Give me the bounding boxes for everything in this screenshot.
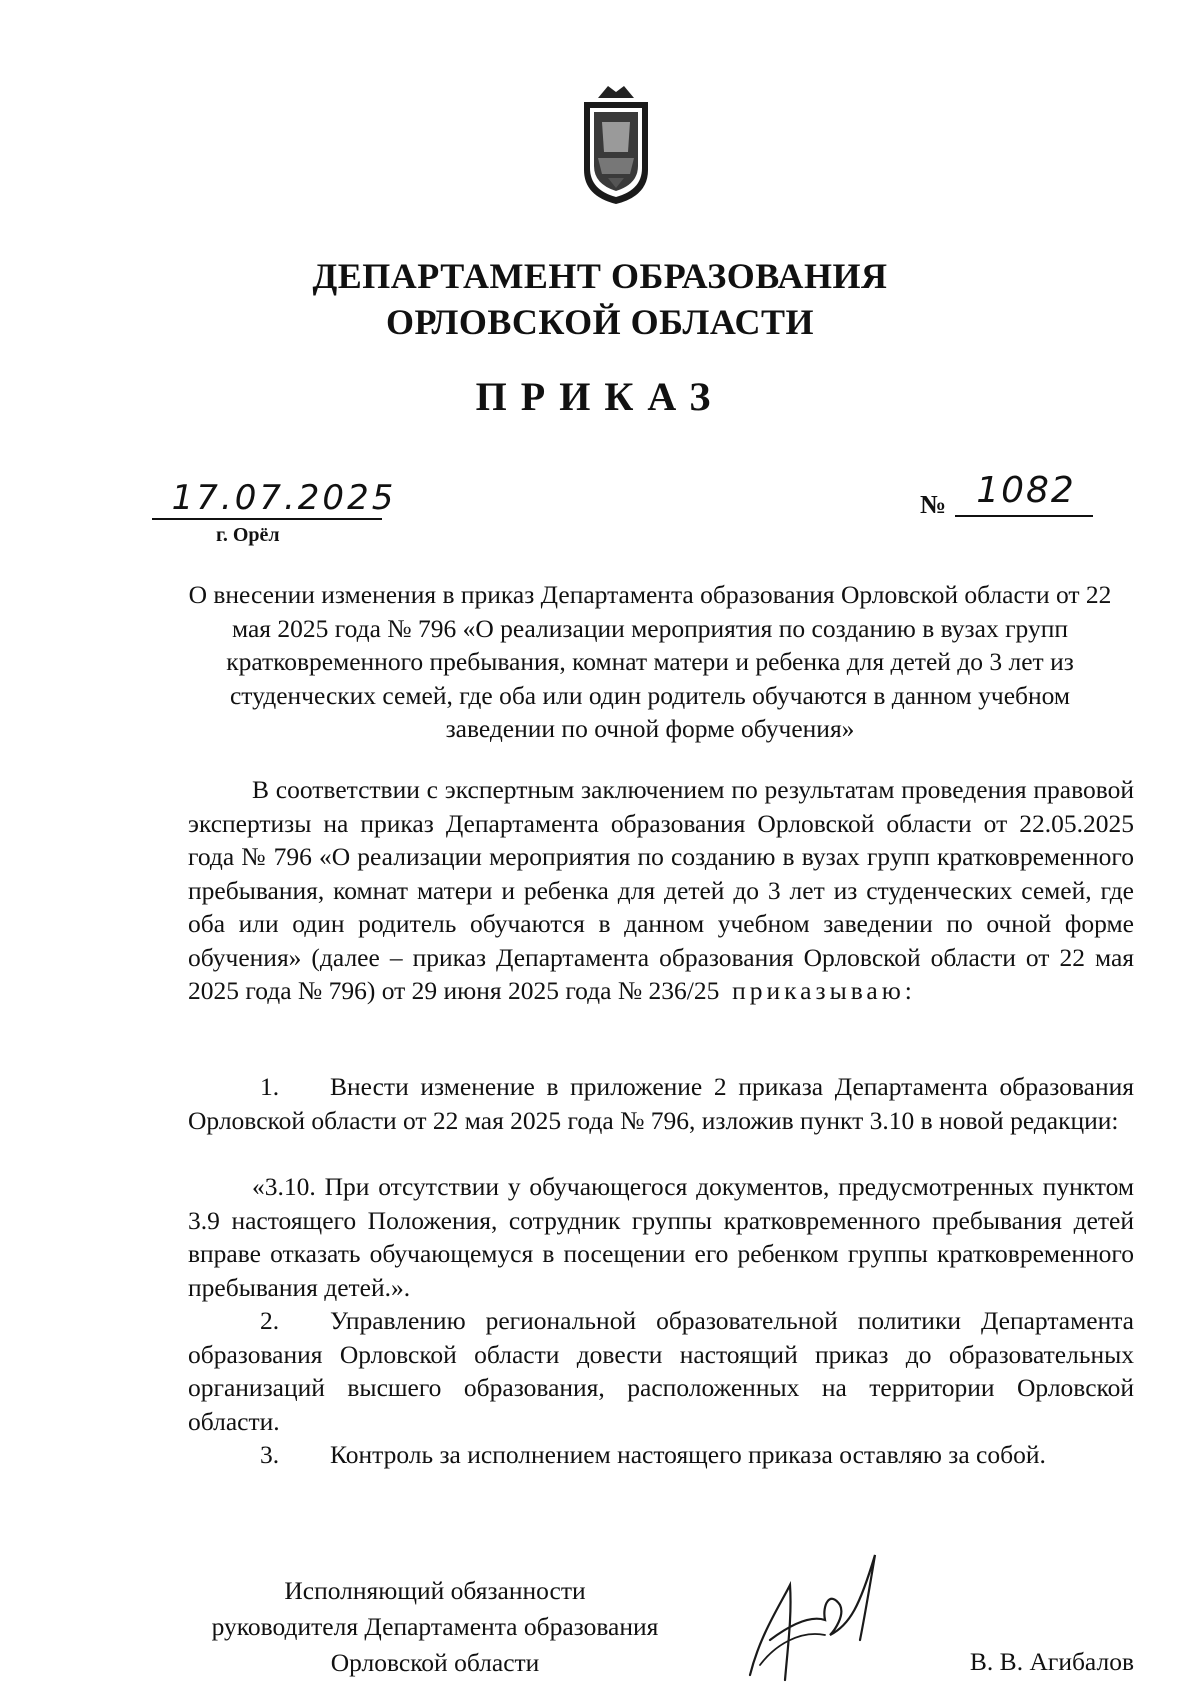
order-number: 1082 — [976, 470, 1076, 511]
order-date: 17.07.2025 — [171, 478, 397, 518]
handwritten-signature — [730, 1545, 900, 1695]
order-item-1 — [188, 1070, 1134, 1137]
order-subject: О внесении изменения в приказ Департамента образования Орловской области от 22 мая 2025 года № 796 «О реализации мероприятия по созданию в вузах групп кратковременного пребывания, комнат матери и ребенка для детей до 3 лет из студенческих семей, где оба или один родитель обучаются в данном учебном заведении по очной форме обучения» — [188, 580, 1112, 743]
city-label: г. Орёл — [216, 524, 280, 546]
position-line: Исполняющий обязанности — [284, 1576, 586, 1605]
order-item-3 — [188, 1438, 1134, 1472]
number-underline — [955, 515, 1093, 517]
number-sign: № — [920, 490, 947, 519]
coat-of-arms-emblem — [568, 78, 664, 208]
item-number: 2. — [260, 1306, 280, 1335]
signatory-name: В. В. Агибалов — [969, 1647, 1134, 1676]
item-text: Контроль за исполнением настоящего приказа оставляю за собой. — [330, 1440, 1046, 1469]
quoted-clause: «3.10. При отсутствии у обучающегося документов, предусмотренных пунктом 3.9 настоящего Положения, сотрудник группы кратковременного пребывания детей вправе отказать обучающемуся в посещении его ребенком группы кратковременного пребывания детей.». — [188, 1172, 1134, 1302]
item-number: 3. — [260, 1440, 280, 1469]
department-name-line2: ОРЛОВСКОЙ ОБЛАСТИ — [385, 302, 815, 342]
item-text: Управлению региональной образовательной политики Департамента образования Орловской области довести настоящий приказ до образовательных организаций высшего образования, расположенных на территории Орловской области. — [188, 1306, 1134, 1436]
order-item-2 — [188, 1304, 1134, 1438]
preamble-verb: приказываю: — [732, 976, 916, 1005]
date-underline — [152, 518, 382, 520]
preamble-paragraph — [188, 773, 1134, 1008]
item-text: Внести изменение в приложение 2 приказа Департамента образования Орловской области от 22 мая 2025 года № 796, изложив пункт 3.10 в новой редакции: — [188, 1072, 1134, 1135]
position-line: Орловской области — [330, 1648, 540, 1677]
item-number: 1. — [260, 1072, 280, 1101]
preamble-text: В соответствии с экспертным заключением по результатам проведения правовой экспертизы на приказ Департамента образования Орловской области от 22.05.2025 года № 796 «О реализации мероприятия по созданию в вузах групп кратковременного пребывания, комнат матери и ребенка для детей до 3 лет из студенческих семей, где оба или один родитель обучаются в данном учебном заведении по очной форме обучения» (далее – приказ Департамента образования Орловской области от 22 мая 2025 года № 796) от 29 июня 2025 года № 236/25 — [188, 775, 1134, 1005]
position-line: руководителя Департамента образования — [211, 1612, 659, 1641]
signatory-position — [175, 1573, 695, 1681]
document-type-title: ПРИКАЗ — [475, 374, 725, 419]
department-name-line1: ДЕПАРТАМЕНТ ОБРАЗОВАНИЯ — [312, 256, 888, 296]
